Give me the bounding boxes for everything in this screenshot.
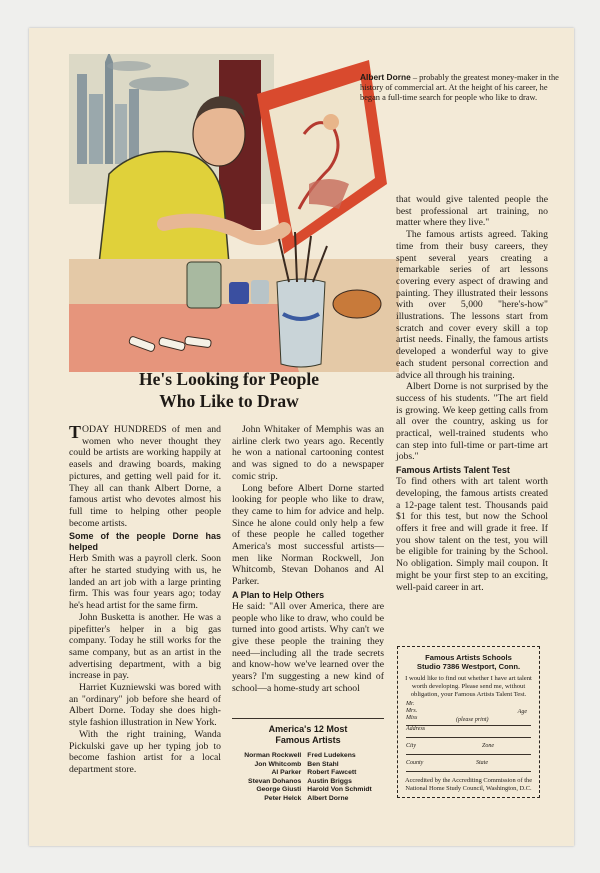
coupon-county-field[interactable] xyxy=(406,760,531,772)
paragraph: With the right training, Wanda Pickulski gave up her typing job to become fashion artist for a local department store. xyxy=(69,728,221,775)
paragraph: Harriet Kuzniewski was bored with an "ordinary" job before she heard of Albert Dorne. Today she does high-style fashion illustration in New York. xyxy=(69,682,221,729)
field-label-county: County xyxy=(406,760,424,766)
headline xyxy=(69,368,389,412)
paragraph: Albert Dorne is not surprised by the success of his students. "The art field is growing. We keep getting calls from all over the country, asking us for practical, well-trained students who can step into full-time or part-time art jobs." xyxy=(396,381,548,463)
artist-name: Austin Briggs xyxy=(307,777,352,785)
coupon-accreditation: Accredited by the Accrediting Commission of the National Home Study Council, Washington, D.C. xyxy=(404,777,533,792)
drop-cap: T xyxy=(69,422,82,442)
artist-name: George Giusti xyxy=(256,786,302,794)
paragraph: The famous artists agreed. Taking time from their busy careers, they spent several years creating a remarkable series of art lessons covering every aspect of drawing and painting. They illustrated their lessons with over 5,000 "here's-how" illustrations. The lessons start from scratch and cover every skill a top artist needs. Finally, the famous artists developed a wonderful way to give each student personal correction and advice all through his training. xyxy=(396,229,548,381)
intro-text: of men and women who never thought they could be artists are working happily at easels and drawing boards, making pictures, and getting well paid for it. They all can thank Albert Dorne, a famous artist who devotes almost his full time to helping other people become artists. xyxy=(69,424,221,529)
paragraph: To find others with art talent worth developing, the famous artists created a 12-page talent test. Thousands paid $1 for this test, but now the School offers it free and will grade it free. If you show talent on the test, you will be eligible for training by the School. No obligation. Simply mail coupon. It might be your first step to an exciting, well-paid career in art. xyxy=(396,476,548,593)
artist-illustration xyxy=(69,54,399,372)
field-label-address: Address xyxy=(406,726,426,732)
field-label-miss: Miss xyxy=(406,715,418,721)
artist-name: Fred Ludekens xyxy=(307,752,356,759)
field-label-age: Age xyxy=(517,709,527,715)
field-label-mrs: Mrs. xyxy=(406,708,418,714)
artist-name: Jon Whitcomb xyxy=(254,760,302,768)
coupon-name-field[interactable] xyxy=(406,701,531,726)
subhead-plan: A Plan to Help Others xyxy=(232,589,325,600)
coupon-address-field[interactable] xyxy=(406,726,531,738)
article-column-2 xyxy=(232,424,384,694)
artist-name: Stevan Dohanos xyxy=(248,777,302,785)
artist-name: Al Parker xyxy=(271,769,302,777)
paragraph: Herb Smith was a payroll clerk. Soon after he started studying with us, he landed an art job with a large printing firm. This was four years ago; today he's head artist for the same firm. xyxy=(69,553,221,612)
field-label-city: City xyxy=(406,743,416,749)
artist-name: Ben Stahl xyxy=(307,760,339,768)
field-label-print: (please print) xyxy=(456,717,489,723)
coupon-city-field[interactable] xyxy=(406,743,531,755)
paragraph: Long before Albert Dorne started looking for people who like to draw, they came to him for advice and help. Since he alone could only help a few of these people he called together America's most successful artists—men like Norman Rockwell, Jon Whitcomb, Stevan Dohanos and Al Parker. xyxy=(232,482,384,588)
headline-line-2: Who Like to Draw xyxy=(159,391,299,411)
mail-coupon xyxy=(397,646,540,798)
field-label-state: State xyxy=(476,760,488,766)
article-column-1 xyxy=(69,424,221,776)
divider xyxy=(232,718,384,719)
paragraph: He said: "All over America, there are people who like to draw, who could be turned into good artists. Why can't we give these people the training they need—including all the trade secrets and know-how we've learned over the years? I'm suggesting a new kind of school—a home-study art school xyxy=(232,600,384,694)
caption-text: – probably the greatest money-maker in the history of commercial art. At the height of his career, he began a full-time search for people who like to draw. xyxy=(360,73,559,102)
field-label-mr: Mr. xyxy=(406,701,415,707)
article-column-3 xyxy=(396,194,548,593)
artist-name: Harold Von Schmidt xyxy=(307,786,372,794)
subhead-helped: Some of the people Dorne has helped xyxy=(69,531,221,553)
caption-name: Albert Dorne xyxy=(360,72,411,82)
magazine-page xyxy=(29,28,574,846)
coupon-school: Famous Artists Schools xyxy=(425,653,512,662)
artists-title-line-1: America's 12 Most xyxy=(268,724,348,734)
coupon-request-text: I would like to find out whether I have art talent worth developing. Please send me, without obligation, your Famous Artists Talent Test. xyxy=(405,675,532,698)
field-label-zone: Zone xyxy=(482,743,494,749)
artist-name: Robert Fawcett xyxy=(307,769,357,777)
intro-paragraph xyxy=(69,424,221,529)
coupon-address: Studio 7386 Westport, Conn. xyxy=(416,662,521,671)
artist-name: Peter Helck xyxy=(264,794,302,802)
subhead-talent-test: Famous Artists Talent Test xyxy=(396,465,510,476)
paragraph: John Whitaker of Memphis was an airline clerk two years ago. Recently he won a national cartooning contest and was signed to do a newspaper comic strip. xyxy=(232,424,384,482)
illustration-caption xyxy=(360,72,565,103)
intro-caps: ODAY HUNDREDS xyxy=(82,424,167,435)
paragraph: that would give talented people the best professional art training, no matter where they live." xyxy=(396,194,548,229)
artist-name: Albert Dorne xyxy=(307,794,349,802)
famous-artists-list xyxy=(232,724,384,804)
artists-title-line-2: Famous Artists xyxy=(275,735,341,745)
headline-line-1: He's Looking for People xyxy=(138,369,320,389)
paragraph: John Busketta is another. He was a pipefitter's helper in a big gas company. Today he still works for the same company, but as an artist in the advertising department, with a big increase in pay. xyxy=(69,611,221,682)
artist-name: Norman Rockwell xyxy=(244,752,302,759)
